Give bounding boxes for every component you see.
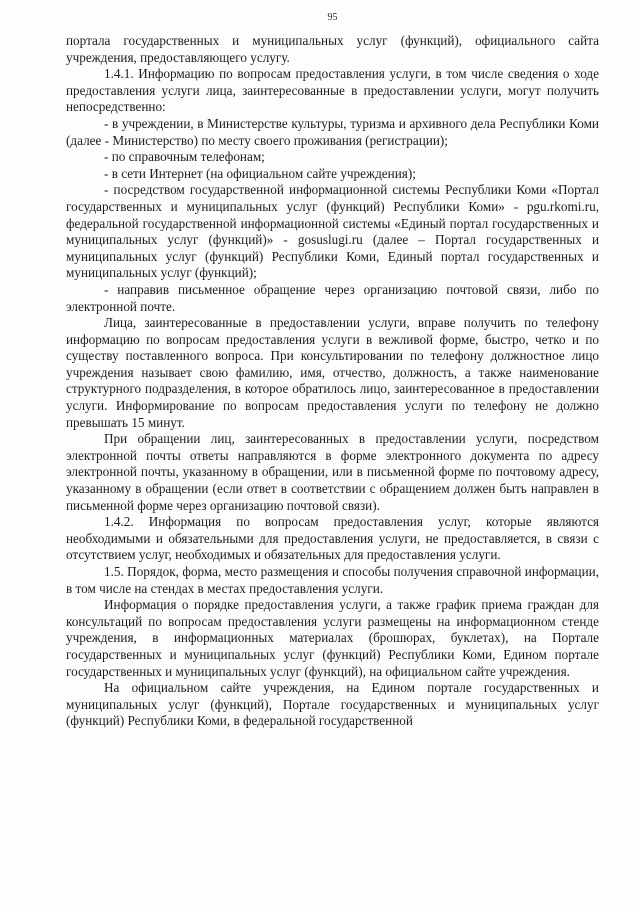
list-item-portals: - посредством государственной информационной системы Республики Коми «Портал государственных и муниципальных услуг (функций) Республики Коми» - pgu.rkomi.ru, федеральной государственной информационной системы «Единый портал государственных и муниципальных услуг (функций)» - gosuslugi.ru (далее – Портал государственных и муниципальных услуг (функций) Республики Коми, Единый портал государственных и муниципальных услуг (функций);	[66, 182, 599, 281]
list-item-mail: - направив письменное обращение через организацию почтовой связи, либо по электронной почте.	[66, 281, 599, 314]
list-item-institution: - в учреждении, в Министерстве культуры, туризма и архивного дела Республики Коми (далее - Министерство) по месту своего проживания (регистрации);	[66, 115, 599, 148]
paragraph-email-requests: При обращении лиц, заинтересованных в предоставлении услуги, посредством электронной почты ответы направляются в форме электронного документа по адресу электронной почты, указанному в обращении, или в письменной форме по почтовому адресу, указанному в обращении (если ответ в соответствии с обращением должен быть направлен в письменной форме через организацию почтовой связи).	[66, 431, 599, 513]
paragraph-continuation: портала государственных и муниципальных услуг (функций), официального сайта учреждения, предоставляющего услугу.	[66, 33, 599, 65]
paragraph-info-placement: Информация о порядке предоставления услуги, а также график приема граждан для консультаций по вопросам предоставления услуги размещены на информационном стенде учреждения, в информационных материалах (брошюрах, буклетах), на Портале государственных и муниципальных услуг (функций) Республики Коми, Едином портале государственных и муниципальных услуг (функций), на официальном сайте учреждения.	[66, 597, 599, 679]
list-item-internet: - в сети Интернет (на официальном сайте учреждения);	[104, 165, 416, 181]
paragraph-official-site: На официальном сайте учреждения, на Едином портале государственных и муниципальных услуг (функций), Портале государственных и муниципальных услуг (функций) Республики Коми, в федеральной государственной	[66, 680, 599, 729]
paragraph-1-4-2: 1.4.2. Информация по вопросам предоставления услуг, которые являются необходимыми и обязательными для предоставления услуги, не предоставляется, в связи с отсутствием услуг, необходимых и обязательных для предоставления услуги.	[66, 514, 599, 563]
list-item-phone: - по справочным телефонам;	[104, 149, 265, 165]
paragraph-phone-consultation: Лица, заинтересованные в предоставлении услуги, вправе получить по телефону информацию по вопросам предоставления услуги в вежливой форме, быстро, четко и по существу поставленного вопроса. При консультировании по телефону должностное лицо учреждения называет свою фамилию, имя, отчество, должность, а также наименование структурного подразделения, в которое обратилось лицо, заинтересованное в предоставлении услуги. Информирование по вопросам предоставления услуги по телефону не должно превышать 15 минут.	[66, 315, 599, 430]
paragraph-1-4-1: 1.4.1. Информацию по вопросам предоставления услуги, в том числе сведения о ходе предоставления услуги лица, заинтересованные в предоставлении услуги, могут получить непосредственно:	[66, 66, 599, 115]
page-number: 95	[327, 12, 338, 23]
paragraph-1-5: 1.5. Порядок, форма, место размещения и способы получения справочной информации, в том числе на стендах в местах предоставления услуги.	[66, 564, 599, 596]
